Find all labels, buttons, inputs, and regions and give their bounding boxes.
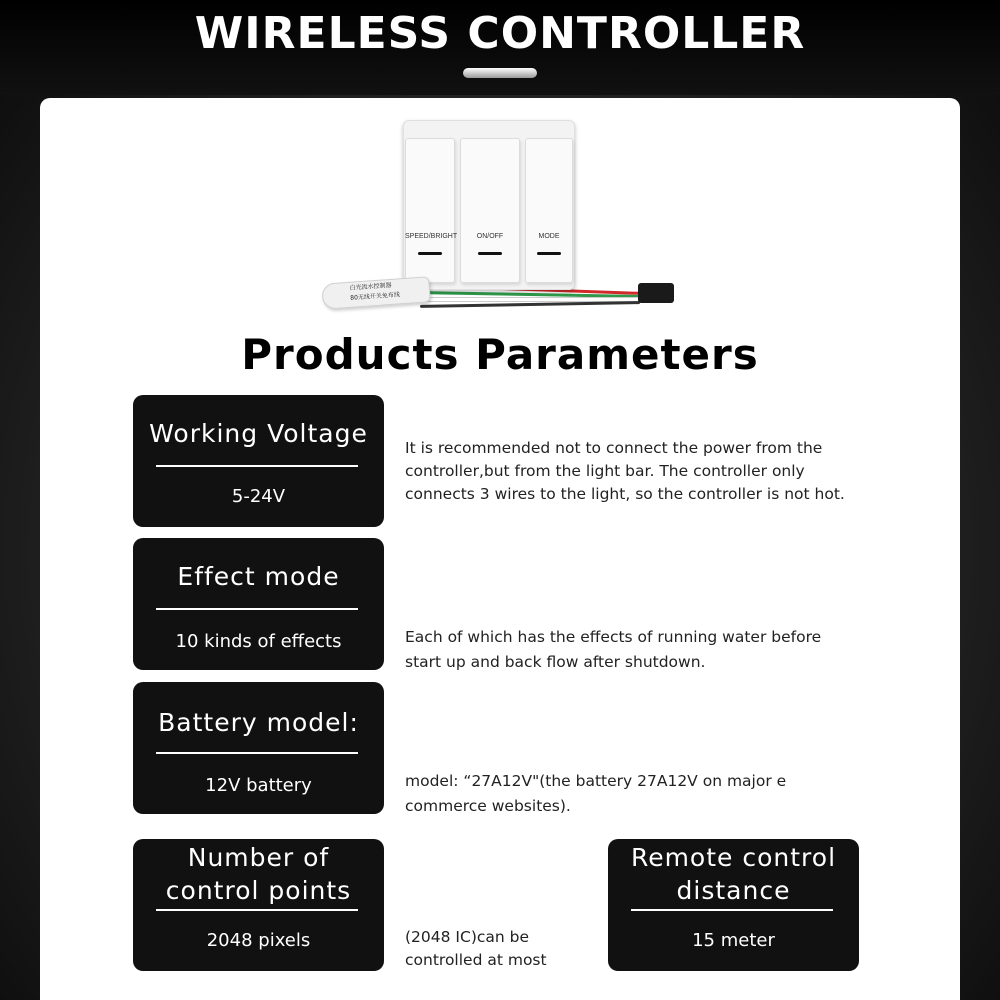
param-label: Battery model: [158,708,359,737]
param-description: It is recommended not to connect the power from the controller,but from the light bar. The controller only connects 3 wires to the light, so the controller is not hot. [405,439,845,503]
wire-black [420,301,640,308]
switch-panel [403,120,575,290]
title-underline-bar [463,68,537,78]
key-label: ON/OFF [476,233,504,240]
param-label: Remote control distance [630,843,837,905]
param-label: Effect mode [177,562,340,591]
param-description: (2048 IC)can be controlled at most [405,928,547,969]
param-value: 15 meter [692,930,775,951]
param-divider [156,752,358,754]
speed-bright-key [405,138,458,283]
param-box-effect-mode [133,538,384,670]
param-box-working-voltage [133,395,384,527]
key-indicator [537,252,561,255]
module-text-line: 白光流水控制器 [349,281,392,292]
key-label: SPEED/BRIGHT [405,233,458,240]
param-box-control-points [133,839,384,971]
param-divider [156,465,358,467]
param-label: Working Voltage [149,419,368,448]
controller-product-image [320,120,700,320]
connector-plug [638,283,674,303]
mode-key [525,138,573,283]
section-title: Products Parameters [241,330,759,379]
param-box-remote-distance [608,839,859,971]
param-divider [156,909,358,911]
param-divider [156,608,358,610]
param-value: 5-24V [231,486,286,507]
receiver-module [321,276,431,309]
key-indicator [478,252,502,255]
param-description: model: “27A12V"(the battery 27A12V on major e commerce websites). [405,772,787,815]
param-divider [631,909,833,911]
page-title: WIRELESS CONTROLLER [194,8,806,59]
param-value: 12V battery [205,775,312,796]
wire-white [420,298,640,301]
param-label: Number of control points [165,843,352,905]
on-off-key [460,138,520,283]
param-description: Each of which has the effects of running water before start up and back flow after shutdown. [405,628,822,671]
key-label: MODE [538,233,560,240]
module-text [349,278,428,303]
module-text-line: 80无线开关免布线 [350,291,401,302]
param-value: 2048 pixels [206,930,311,951]
param-box-battery-model [133,682,384,814]
key-indicator [418,252,442,255]
param-value: 10 kinds of effects [175,631,342,652]
